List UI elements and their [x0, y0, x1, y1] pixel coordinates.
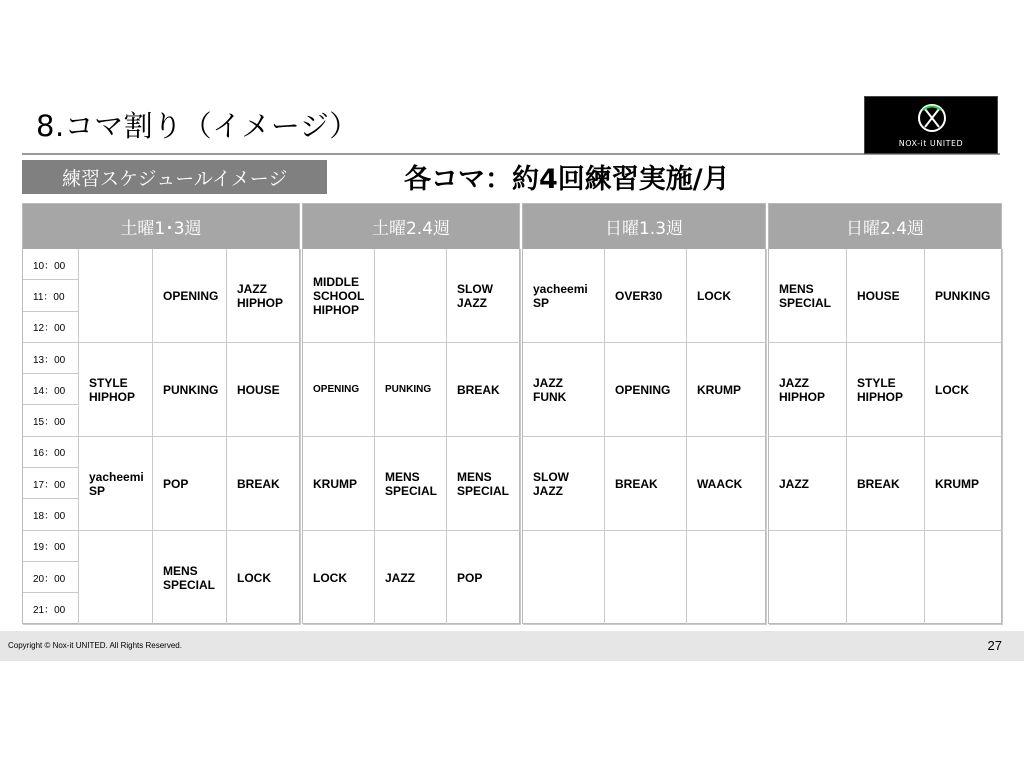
class-slot: STYLE HIPHOP	[79, 343, 153, 437]
schedule-table-2	[302, 203, 520, 624]
schedule-table-4	[768, 203, 1002, 624]
class-slot	[925, 531, 1003, 625]
class-slot: JAZZ HIPHOP	[769, 343, 847, 437]
time-slot: 10：00	[23, 249, 79, 280]
class-slot: OPENING	[153, 249, 227, 343]
class-slot: HOUSE	[847, 249, 925, 343]
practice-frequency-headline: 各コマ：約4回練習実施/月	[404, 164, 730, 195]
class-slot: KRUMP	[687, 343, 767, 437]
class-slot: POP	[153, 437, 227, 531]
class-slot	[79, 249, 153, 343]
class-slot: JAZZ FUNK	[523, 343, 605, 437]
nox-logo-icon	[917, 103, 947, 135]
class-slot: SLOW JAZZ	[447, 249, 521, 343]
logo	[864, 96, 998, 154]
class-slot: MENS SPECIAL	[447, 437, 521, 531]
class-slot: PUNKING	[375, 343, 447, 437]
time-slot: 14：00	[23, 374, 79, 405]
time-slot: 11：00	[23, 280, 79, 311]
class-slot	[605, 531, 687, 625]
class-slot: OPENING	[605, 343, 687, 437]
class-slot: HOUSE	[227, 343, 301, 437]
class-slot: MENS SPECIAL	[375, 437, 447, 531]
time-slot: 12：00	[23, 312, 79, 343]
schedule-header: 日曜2.4週	[769, 204, 1001, 249]
time-slot: 20：00	[23, 562, 79, 593]
class-slot: MENS SPECIAL	[769, 249, 847, 343]
class-slot	[523, 531, 605, 625]
class-slot	[847, 531, 925, 625]
slide-title: 8.コマ割り（イメージ）	[36, 109, 359, 143]
time-slot: 18：00	[23, 499, 79, 530]
class-slot: JAZZ	[769, 437, 847, 531]
page-number: 27	[987, 638, 1002, 653]
class-slot: yacheemi SP	[523, 249, 605, 343]
class-slot: yacheemi SP	[79, 437, 153, 531]
class-slot: OVER30	[605, 249, 687, 343]
class-slot: KRUMP	[925, 437, 1003, 531]
time-slot: 21：00	[23, 593, 79, 624]
class-slot	[79, 531, 153, 625]
class-slot: WAACK	[687, 437, 767, 531]
class-slot: LOCK	[303, 531, 375, 625]
class-slot: BREAK	[447, 343, 521, 437]
class-slot: MENS SPECIAL	[153, 531, 227, 625]
logo-text: NOX-it UNITED	[898, 139, 964, 148]
class-slot	[687, 531, 767, 625]
class-slot: LOCK	[925, 343, 1003, 437]
class-slot: POP	[447, 531, 521, 625]
class-slot: STYLE HIPHOP	[847, 343, 925, 437]
copyright: Copyright © Nox-it UNITED. All Rights Reserved.	[8, 641, 182, 650]
schedule-table-3	[522, 203, 766, 624]
class-slot: OPENING	[303, 343, 375, 437]
class-slot: BREAK	[605, 437, 687, 531]
class-slot: BREAK	[227, 437, 301, 531]
class-slot: JAZZ	[375, 531, 447, 625]
schedule-header: 土曜1･3週	[23, 204, 299, 249]
class-slot	[375, 249, 447, 343]
class-slot: BREAK	[847, 437, 925, 531]
schedule-table-1	[22, 203, 300, 624]
class-slot: MIDDLE SCHOOL HIPHOP	[303, 249, 375, 343]
class-slot	[769, 531, 847, 625]
time-slot: 19：00	[23, 531, 79, 562]
class-slot: LOCK	[687, 249, 767, 343]
schedule-image-label: 練習スケジュールイメージ	[22, 160, 327, 194]
time-slot: 16：00	[23, 437, 79, 468]
class-slot: PUNKING	[925, 249, 1003, 343]
class-slot: PUNKING	[153, 343, 227, 437]
class-slot: KRUMP	[303, 437, 375, 531]
class-slot: SLOW JAZZ	[523, 437, 605, 531]
schedule-header: 土曜2.4週	[303, 204, 519, 249]
schedule-header: 日曜1.3週	[523, 204, 765, 249]
time-slot: 15：00	[23, 406, 79, 437]
class-slot: JAZZ HIPHOP	[227, 249, 301, 343]
class-slot: LOCK	[227, 531, 301, 625]
time-slot: 17：00	[23, 468, 79, 499]
time-slot: 13：00	[23, 343, 79, 374]
title-divider	[22, 153, 1000, 155]
